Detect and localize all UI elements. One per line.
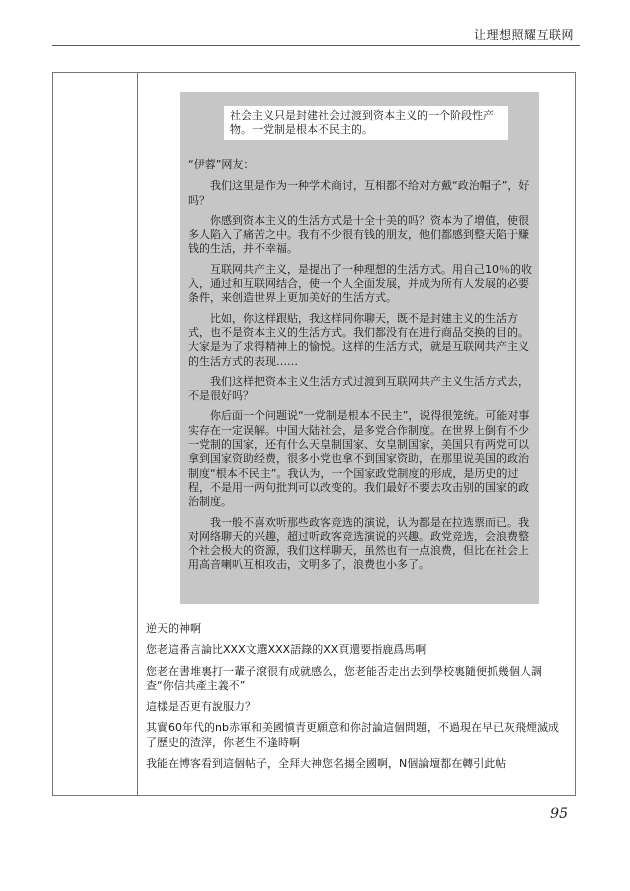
reply-paragraph: 你感到资本主义的生活方式是十全十美的吗？资本为了增值，使很多人陷入了痛苦之中。我有不少很有钱的朋友，他们都感到整天陷于赚钱的生活，并不幸福。	[188, 213, 529, 256]
comment-item: 您老這番言論比XXX文選XXX語錄的XX頁還要指鹿爲馬啊	[146, 643, 427, 657]
comment-item: 您老在書堆裏打一輩子滾很有成就感么，您老能否走出去到學校裏隨便抓幾個人調查“你信共產主義不”	[146, 664, 542, 692]
comment-item: 這樣是否更有說服力？	[146, 700, 256, 714]
reply-paragraph: 你后面一个问题说“一党制是根本不民主”，说得很笼统。可能对事实存在一定误解。中国大陆社会，是多党合作制度。在世界上倒有不少一党制的国家，还有什么天皇制国家、女皇制国家，美国只有两党可以拿到国家资助经费，很多小党也拿不到国家资助，在那里说美国的政治制度“根本不民主”。我认为，一个国家政党制度的形成，是历史的过程，不是用一两句批判可以改变的。我们最好不要去攻击别的国家的政治制度。	[188, 409, 530, 509]
comment-item: 我能在博客看到這個帖子，全拜大神您名揚全國啊，N個論壇都在轉引此帖	[146, 757, 507, 771]
reply-paragraph: 我一般不喜欢听那些政客竞选的演说，认为都是在拉选票而已。我对网络聊天的兴趣，超过听政客竞选演说的兴趣。政党竞选，会浪费整个社会极大的资源，我们这样聊天，虽然也有一点浪费，但比在社会上用高音喇叭互相攻击，文明多了，浪费也小多了。	[188, 515, 529, 572]
reply-paragraph: 互联网共产主义，是提出了一种理想的生活方式。用自己10％的收入，通过和互联网结合，使一个人全面发展，并成为所有人发展的必要条件，来创造世界上更加美好的生活方式。	[188, 262, 532, 305]
quoted-statement: 社会主义只是封建社会过渡到资本主义的一个阶段性产物。一党制是根本不民主的。	[224, 106, 508, 140]
reply-paragraph: 比如，你这样跟贴，我这样同你聊天，既不是封建主义的生活方式，也不是资本主义的生活方式。我们都没有在进行商品交换的目的。大家是为了求得精神上的愉悦。这样的生活方式，就是互联网共产主义的生活方式的表现……	[188, 311, 529, 368]
comment-item: 逆天的神啊	[146, 622, 201, 635]
running-header-title: 让理想照耀互联网	[473, 28, 574, 42]
header-rule	[52, 45, 580, 46]
reply-shaded-box	[180, 92, 539, 604]
comment-list	[146, 622, 566, 778]
comment-item: 其實60年代的nb赤軍和美國憤青更願意和你討論這個問題，不過現在早已灰飛煙滅成了歷史的渣滓，你老生不逢時啊	[146, 721, 559, 749]
reply-paragraph: 我们这里是作为一种学术商讨，互相都不给对方戴“政治帽子”，好吗？	[188, 179, 530, 207]
reply-paragraph: 我们这样把资本主义生活方式过渡到互联网共产主义生活方式去，不是很好吗？	[188, 374, 529, 403]
frame-column-divider	[137, 73, 138, 795]
reply-text	[188, 158, 532, 579]
reply-author: “伊蓉”网友：	[188, 158, 255, 171]
page-number: 95	[550, 806, 568, 822]
